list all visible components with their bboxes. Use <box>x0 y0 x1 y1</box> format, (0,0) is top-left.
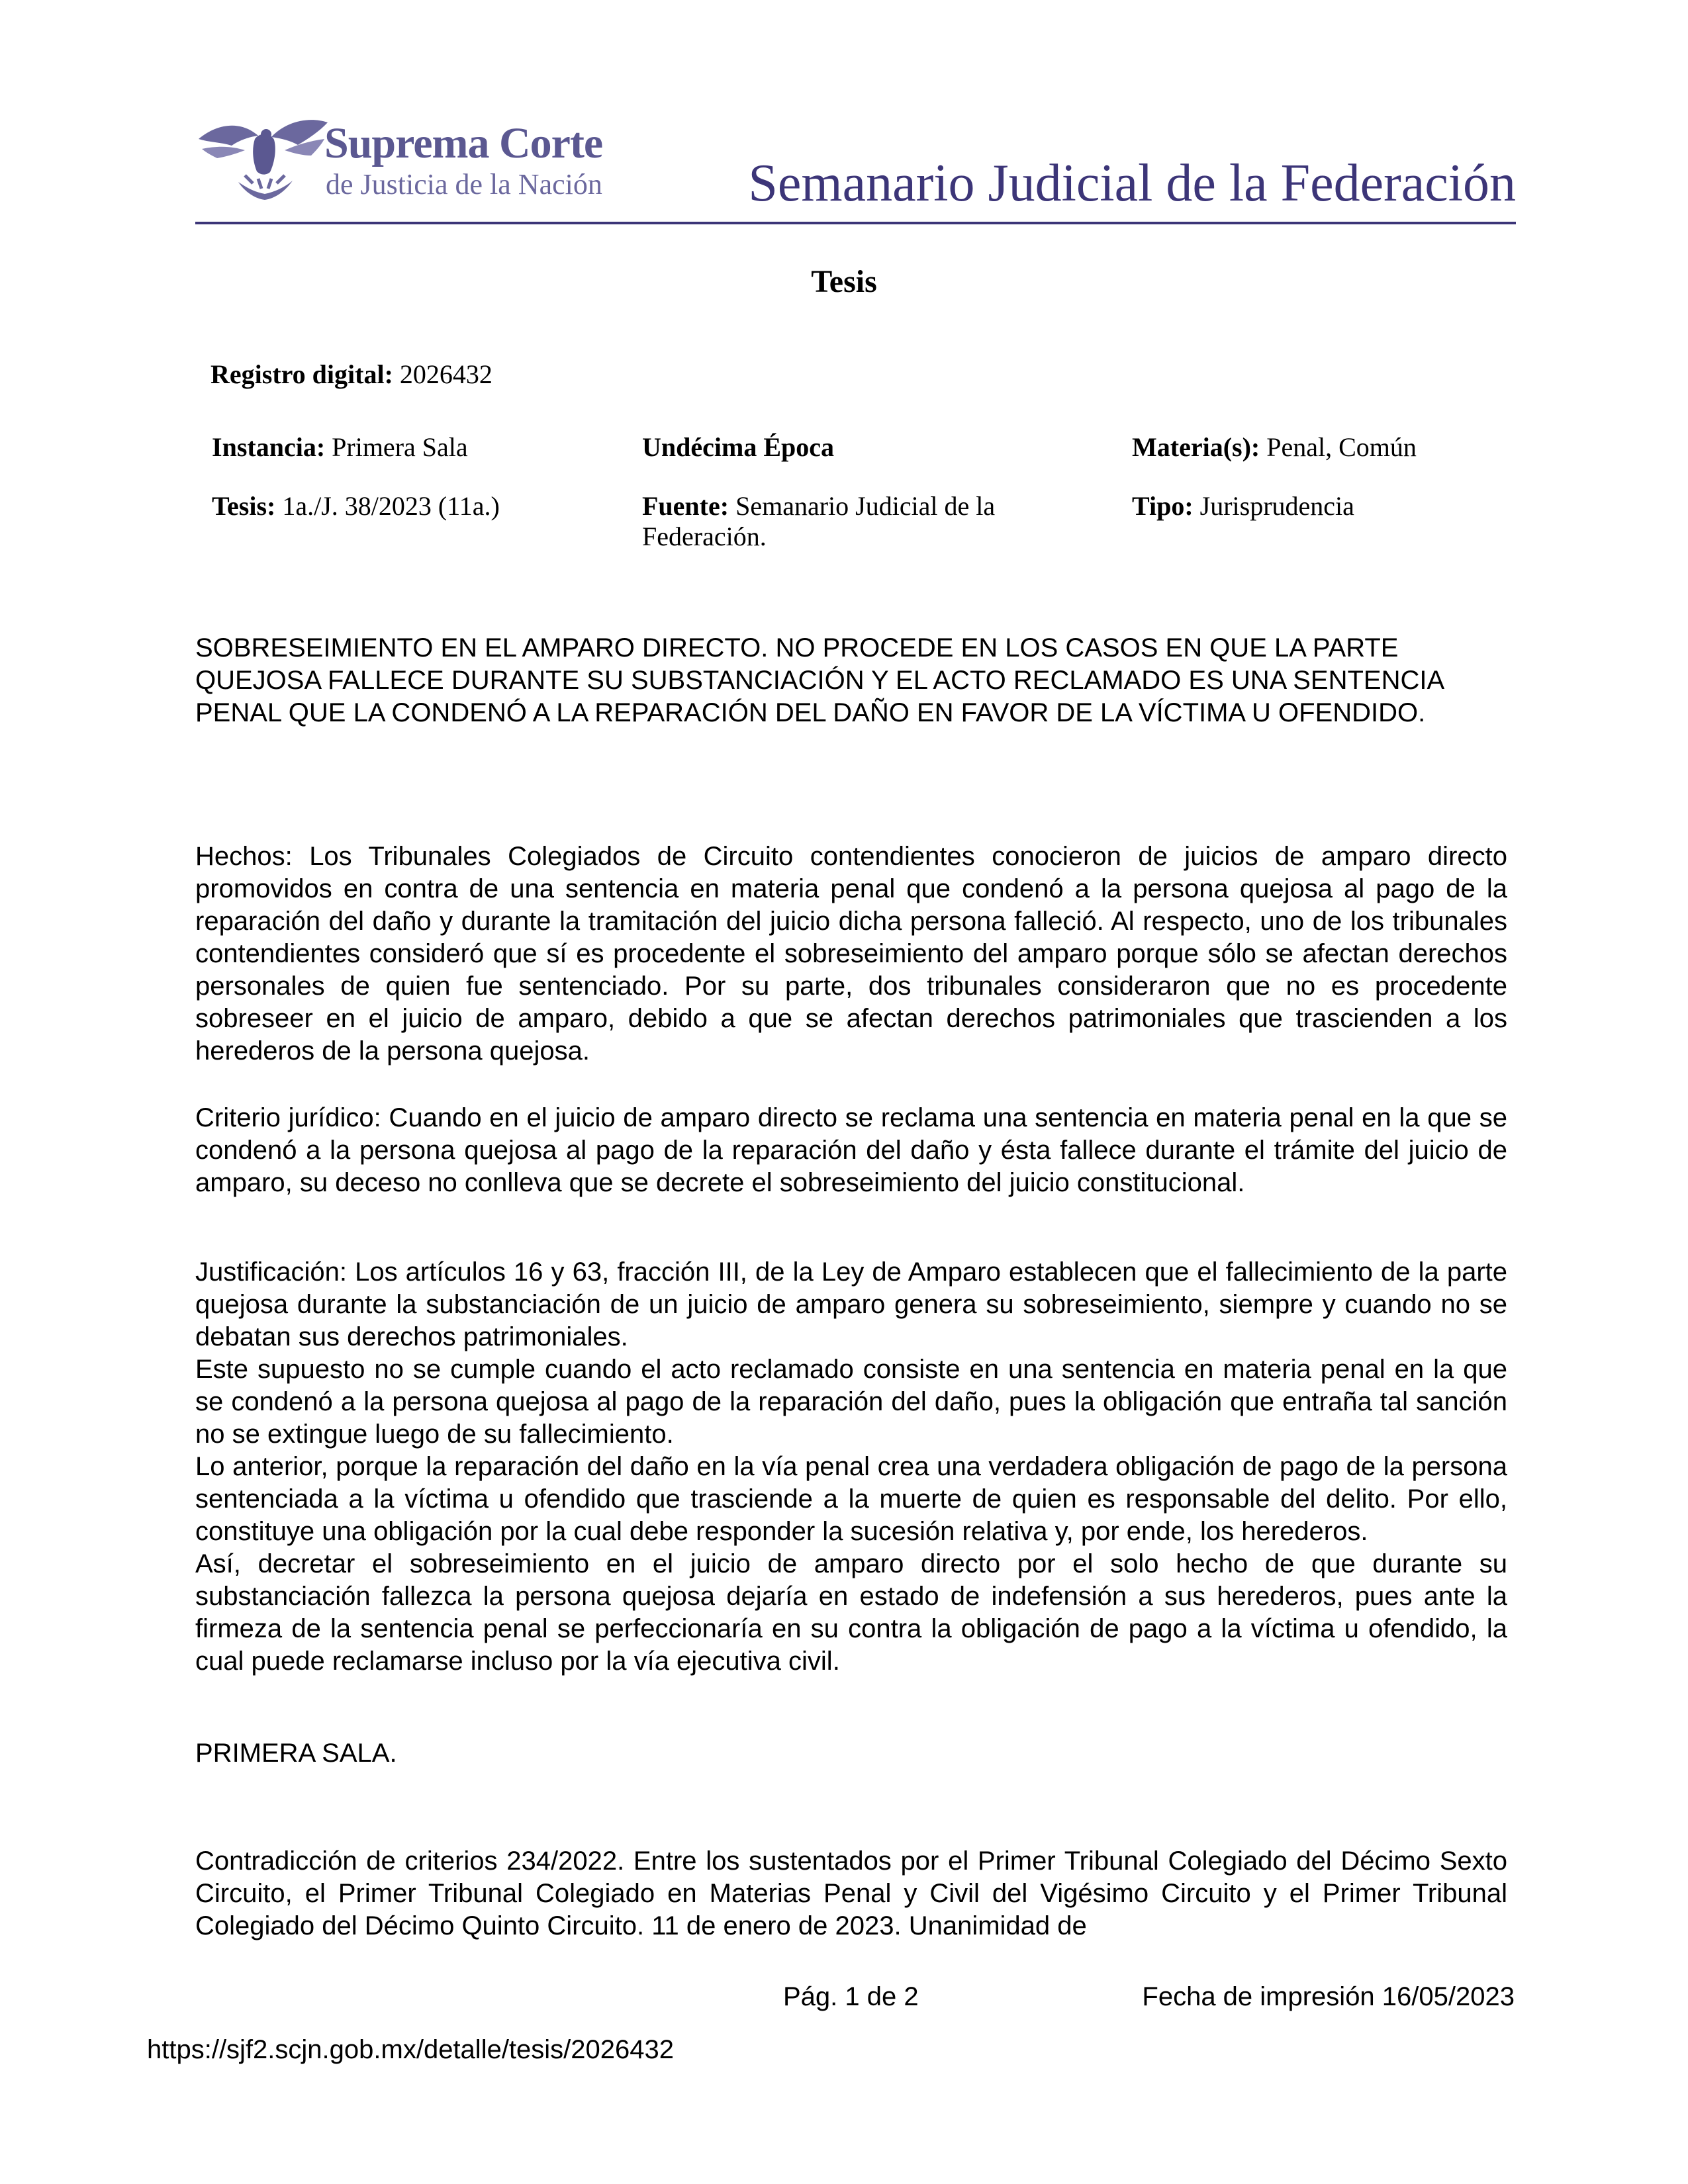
sala-signature: PRIMERA SALA. <box>195 1739 397 1768</box>
tipo-label: Tipo: <box>1132 491 1194 521</box>
eagle-seal-icon <box>192 109 334 208</box>
registro-label: Registro digital: <box>211 359 393 389</box>
logo-line2: de Justicia de la Nación <box>326 168 602 201</box>
justificacion-section <box>195 1256 1507 1678</box>
materias <box>1132 432 1417 463</box>
header-divider <box>195 222 1516 224</box>
instancia <box>212 432 468 463</box>
registro-value: 2026432 <box>399 359 492 389</box>
justificacion-paragraph: Así, decretar el sobreseimiento en el juicio de amparo directo por el solo hecho de que durante su substanciación fallezca la persona quejosa dejaría en estado de indefensión a sus herederos, pues ante la firmeza de la sentencia penal se perfeccionaría en su contra la obligación de pago a la víctima u ofendido, la cual puede reclamarse incluso por la vía ejecutiva civil. <box>195 1549 1507 1676</box>
print-date: Fecha de impresión 16/05/2023 <box>1142 1982 1515 2011</box>
materias-value: Penal, Común <box>1266 432 1417 462</box>
justificacion-paragraph: Lo anterior, porque la reparación del daño en la vía penal crea una verdadera obligación de pago de la persona sentenciada a la víctima u ofendido que trasciende a la muerte de quien es responsable del delito. Por ello, constituye una obligación por la cual debe responder la sucesión relativa y, por ende, los herederos. <box>195 1452 1507 1546</box>
document-type-title: Tesis <box>811 264 877 299</box>
tesis-value: 1a./J. 38/2023 (11a.) <box>282 491 500 521</box>
rubro-heading: SOBRESEIMIENTO EN EL AMPARO DIRECTO. NO PROCEDE EN LOS CASOS EN QUE LA PARTE QUEJOSA FALLECE DURANTE SU SUBSTANCIACIÓN Y EL ACTO RECLAMADO ES UNA SENTENCIA PENAL QUE LA CONDENÓ A LA REPARACIÓN DEL DAÑO EN FAVOR DE LA VÍCTIMA U OFENDIDO. <box>195 633 1443 727</box>
tipo <box>1132 491 1354 522</box>
logo-line1: Suprema Corte <box>324 119 603 167</box>
tipo-value: Jurisprudencia <box>1199 491 1354 521</box>
tesis-label: Tesis: <box>212 491 276 521</box>
fuente <box>642 491 1066 552</box>
hechos-paragraph: Hechos: Los Tribunales Colegiados de Circuito contendientes conocieron de juicios de amparo directo promovidos en contra de una sentencia en materia penal que condenó a la persona quejosa al pago de la reparación del daño y durante la tramitación del juicio dicha persona falleció. Al respecto, uno de los tribunales contendientes consideró que sí es procedente el sobreseimiento del amparo porque sólo se afectan derechos personales de quien fue sentenciado. Por su parte, dos tribunales consideraron que no es procedente sobreseer en el juicio de amparo, debido a que se afectan derechos patrimoniales que trascienden a los herederos de la persona quejosa. <box>195 842 1507 1066</box>
criterio-paragraph: Criterio jurídico: Cuando en el juicio de amparo directo se reclama una sentencia en materia penal en la que se condenó a la persona quejosa al pago de la reparación del daño y ésta fallece durante el trámite del juicio de amparo, su deceso no conlleva que se decrete el sobreseimiento del juicio constitucional. <box>195 1103 1507 1197</box>
registro-digital <box>211 359 492 390</box>
source-url: https://sjf2.scjn.gob.mx/detalle/tesis/2026432 <box>147 2035 675 2064</box>
scjn-logo <box>192 109 602 208</box>
materias-label: Materia(s): <box>1132 432 1260 462</box>
justificacion-paragraph: Justificación: Los artículos 16 y 63, fracción III, de la Ley de Amparo establecen que el fallecimiento de la parte quejosa durante la substanciación de un juicio de amparo genera su sobreseimiento, siempre y cuando no se debatan sus derechos patrimoniales. <box>195 1257 1507 1351</box>
instancia-label: Instancia: <box>212 432 326 462</box>
instancia-value: Primera Sala <box>332 432 468 462</box>
publication-title: Semanario Judicial de la Federación <box>748 154 1516 212</box>
fuente-label: Fuente: <box>642 491 729 521</box>
fuente-value: Semanario Judicial de la Federación. <box>642 491 996 551</box>
precedente-paragraph: Contradicción de criterios 234/2022. Entre los sustentados por el Primer Tribunal Colegiado del Décimo Sexto Circuito, el Primer Tribunal Colegiado en Materias Penal y Civil del Vigésimo Circuito y el Primer Tribunal Colegiado del Décimo Quinto Circuito. 11 de enero de 2023. Unanimidad de <box>195 1846 1507 1940</box>
page-number: Pág. 1 de 2 <box>783 1982 919 2011</box>
tesis-number <box>212 491 500 522</box>
justificacion-paragraph: Este supuesto no se cumple cuando el acto reclamado consiste en una sentencia en materia penal en la que se condenó a la persona quejosa al pago de la reparación del daño, pues la obligación que entraña tal sanción no se extingue luego de su fallecimiento. <box>195 1355 1507 1449</box>
epoca: Undécima Época <box>642 432 834 462</box>
